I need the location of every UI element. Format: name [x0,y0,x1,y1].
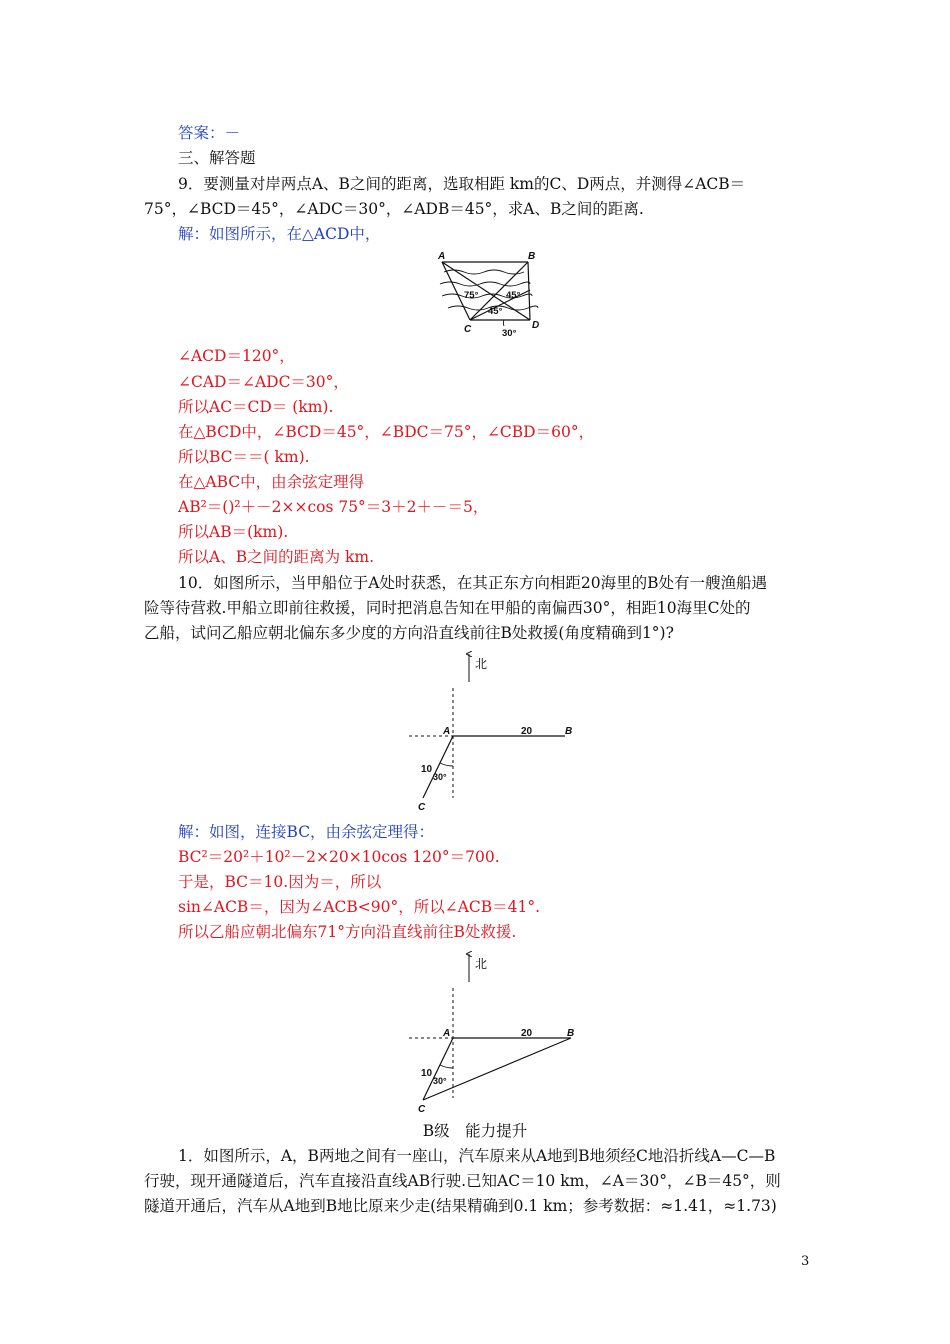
q10-step-2: 于是，BC＝10.因为＝，所以 [178,873,382,891]
q10-sol-label-b: B [567,1028,575,1039]
q9-step-1: ∠ACD＝120°， [178,347,295,365]
q10-angle-30: 30° [433,772,447,782]
q9-figure [430,248,550,340]
q9-step-9: 所以A、B之间的距离为 km. [178,548,375,566]
q10-label-b: B [565,726,573,737]
q9-step-6: 在△ABC中，由余弦定理得 [178,473,365,491]
q9-step-3: 所以AC＝CD＝ (km). [178,398,334,416]
q10-dist-ac: 10 [421,764,433,775]
q9-angle-30: 30° [502,328,517,339]
answer-label: 答案： [178,124,225,142]
q10-sol-dist-ac: 10 [421,1068,433,1079]
q10-label-c: C [418,802,426,813]
q10-solution-intro [178,822,434,842]
q10-sol-north-label: 北 [475,957,488,971]
qb1-line-3: 隧道开通后，汽车从A地到B地比原来少走(结果精确到0.1 km；参考数据：≈1.41，≈1.73) [144,1197,777,1215]
q10-step-3: sin∠ACB＝，因为∠ACB<90°，所以∠ACB＝41°. [178,898,541,916]
qb1-line-2: 行驶，现开通隧道后，汽车直接沿直线AB行驶.已知AC＝10 km，∠A＝30°，∠B＝45°，则 [144,1172,781,1190]
q9-angle-75: 75° [464,290,479,301]
q9-line-1: 9．要测量对岸两点A、B之间的距离，选取相距 km的C、D两点，并测得∠ACB＝ [178,175,746,193]
q9-angle-45-bottom: 45° [488,306,503,317]
q9-step-7: AB²＝()²＋－2××cos 75°＝3＋2＋－＝5， [178,498,489,516]
q10-label-a: A [443,726,451,737]
page-number: 3 [801,1254,810,1269]
q10-line-3: 乙船，试问乙船应朝北偏东多少度的方向沿直线前往B处救援(角度精确到1°)? [144,624,674,642]
q9-label-b: B [528,251,536,262]
q10-solution-text: 如图，连接BC，由余弦定理得： [209,823,435,841]
q9-step-4: 在△BCD中，∠BCD＝45°，∠BDC＝75°，∠CBD＝60°， [178,423,595,441]
q9-label-d: D [532,320,540,331]
q10-north-label: 北 [475,657,488,671]
q10-step-1: BC²＝20²＋10²－2×20×10cos 120°＝700. [178,848,500,866]
section-heading: 三、解答题 [178,149,256,167]
q10-sol-dist-ab: 20 [521,1028,533,1039]
level-b-heading: B级 能力提升 [422,1122,528,1140]
q10-sol-label-a: A [443,1028,451,1039]
q9-label-a: A [438,251,446,262]
q10-solution-label: 解： [178,823,210,841]
q10-solution-figure [405,948,585,1116]
q9-label-c: C [464,324,472,335]
q10-line-2: 险等待营救.甲船立即前往救援，同时把消息告知在甲船的南偏西30°，相距10海里C处的 [144,599,751,617]
q9-solution-intro [178,224,380,244]
q9-line-2: 75°，∠BCD＝45°，∠ADC＝30°，∠ADB＝45°，求A、B之间的距离. [144,200,644,218]
q9-step-8: 所以AB＝(km). [178,523,289,541]
q9-step-5: 所以BC＝＝( km). [178,448,310,466]
q10-sol-angle-30: 30° [433,1076,447,1086]
q10-line-1: 10．如图所示，当甲船位于A处时获悉，在其正东方向相距20海里的B处有一艘渔船遇 [178,574,768,592]
q10-figure [405,648,585,816]
q10-sol-label-c: C [418,1104,426,1115]
q9-angle-45-top: 45° [506,290,521,301]
q10-step-4: 所以乙船应朝北偏东71°方向沿直线前往B处救援. [178,923,517,941]
q9-solution-text: 如图所示，在△ACD中， [209,225,381,243]
q10-dist-ab: 20 [521,726,533,737]
qb1-line-1: 1．如图所示，A，B两地之间有一座山，汽车原来从A地到B地须经C地沿折线A—C—B [178,1147,776,1165]
answer-line [178,123,240,143]
answer-value: － [224,124,241,142]
q9-step-2: ∠CAD＝∠ADC＝30°， [178,373,349,391]
q9-solution-label: 解： [178,225,210,243]
